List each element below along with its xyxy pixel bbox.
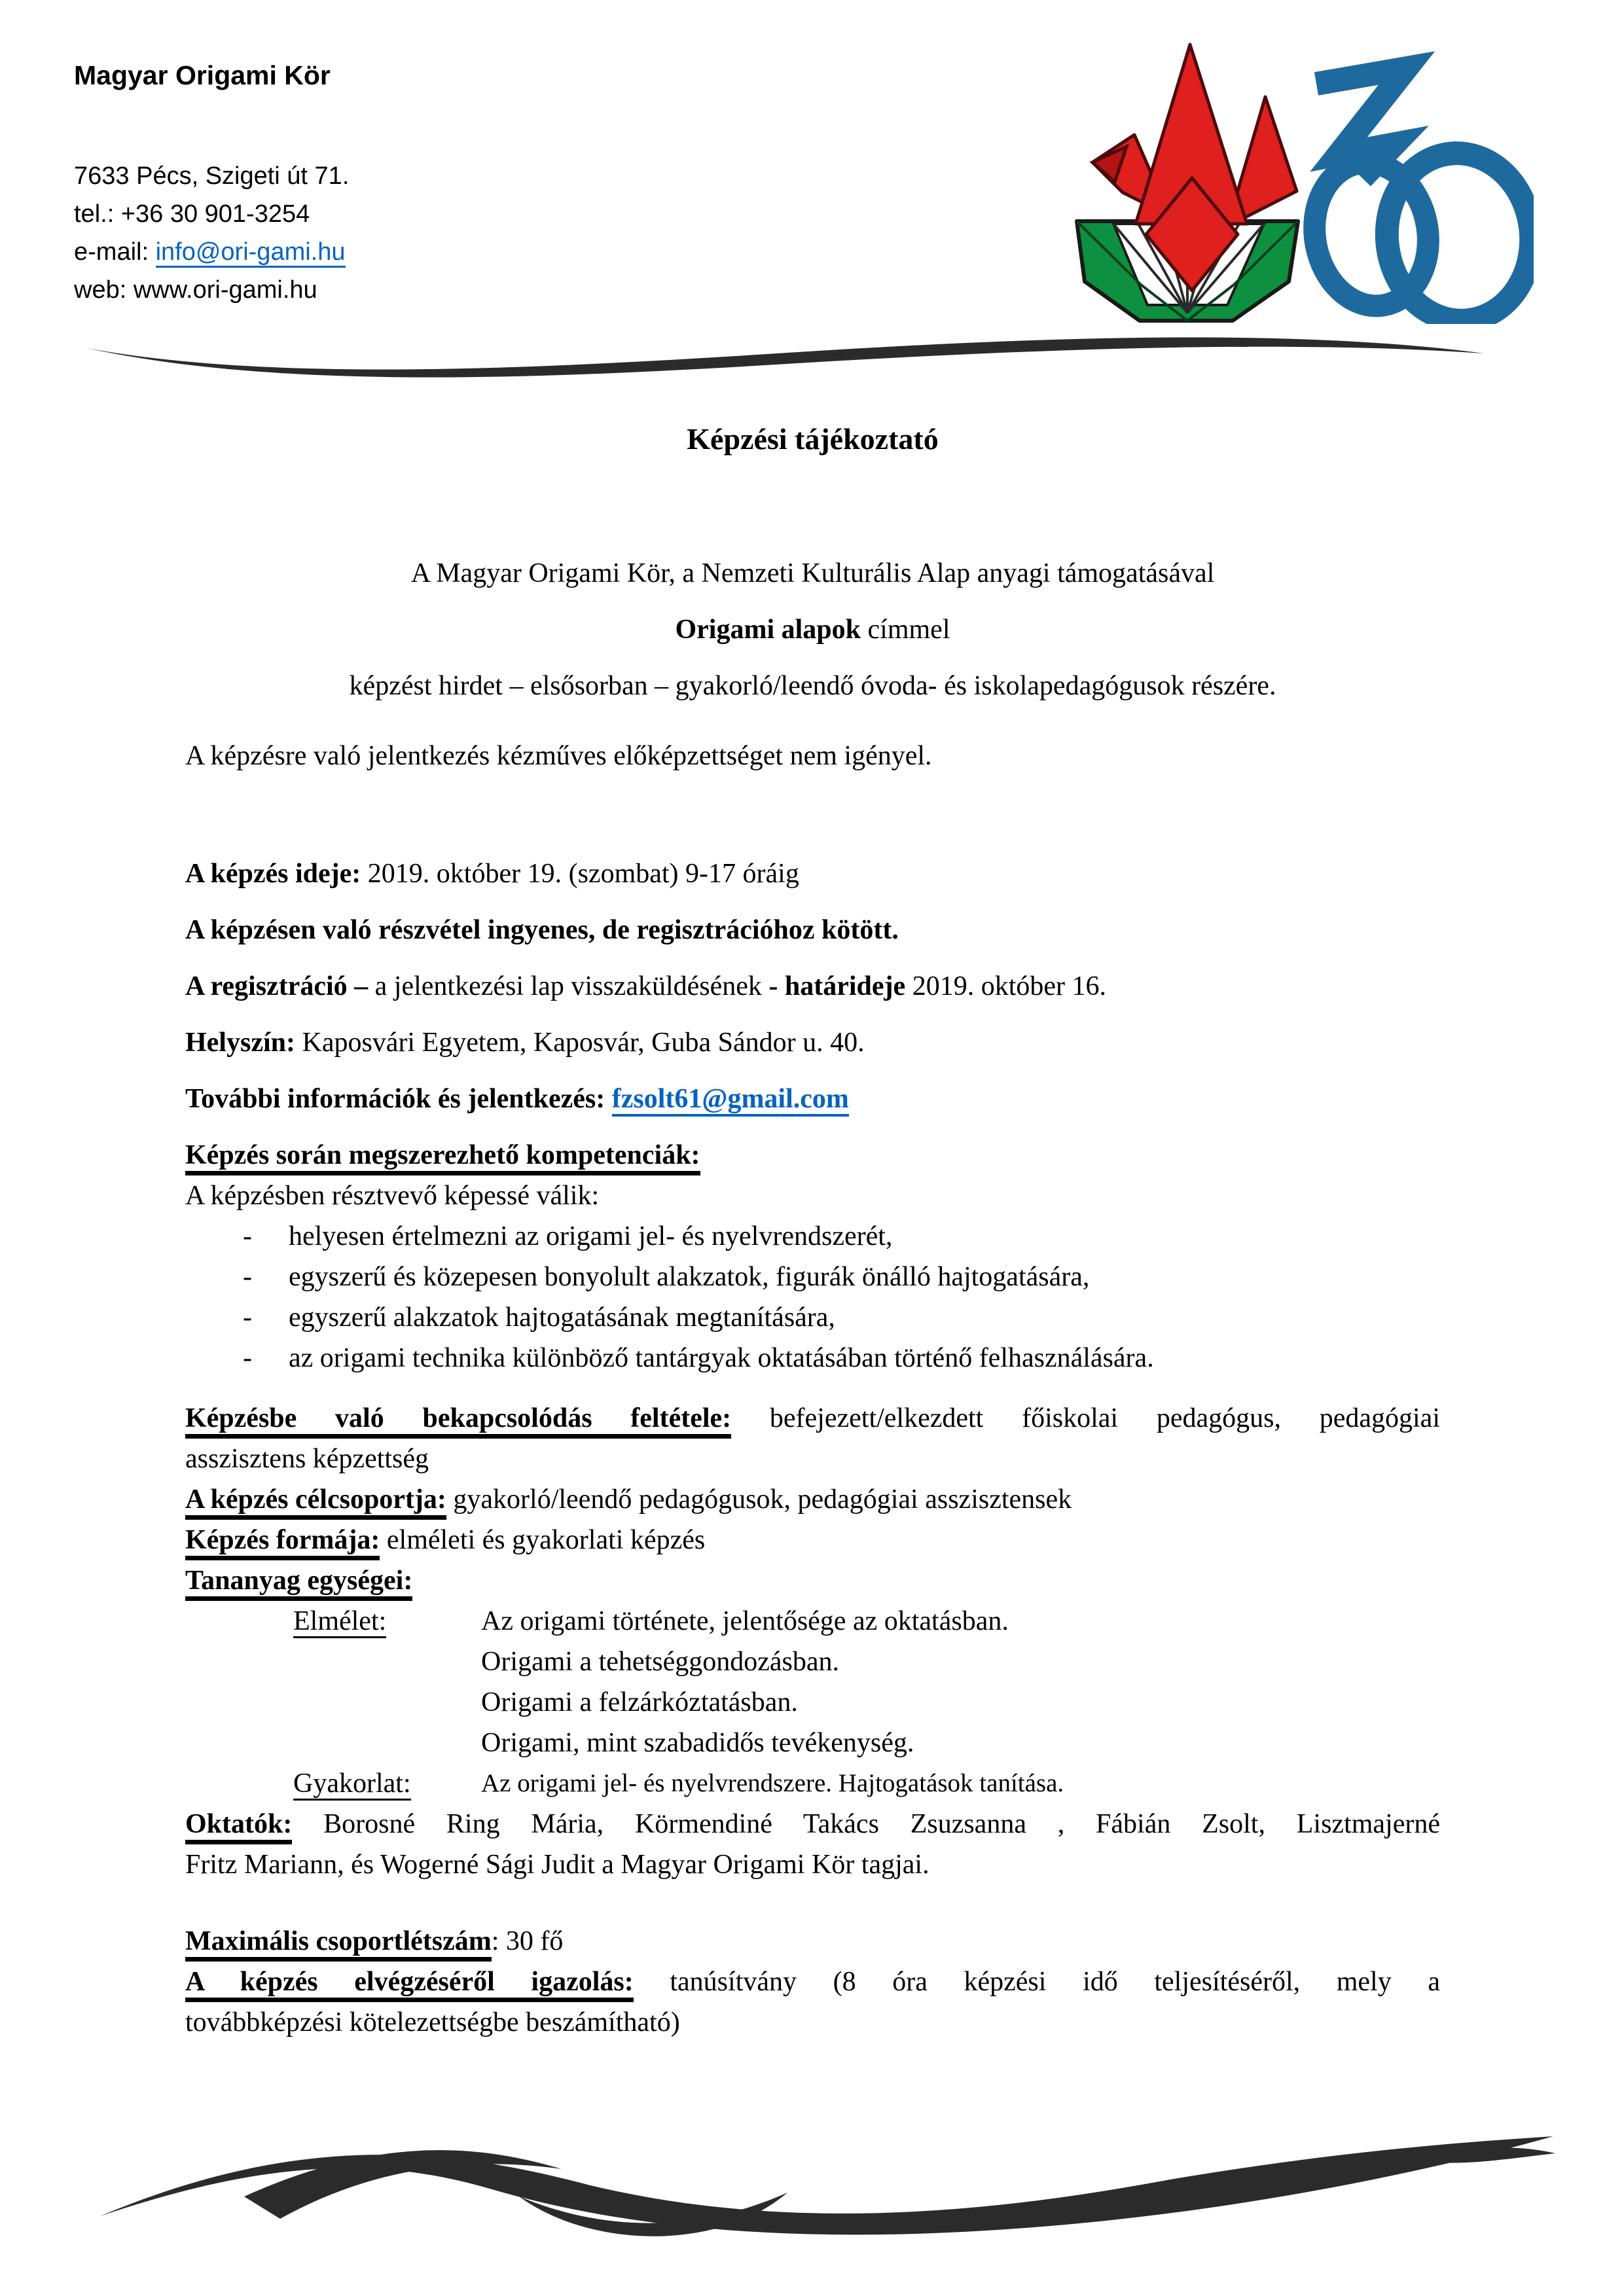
training-form-line: Képzés formája: elméleti és gyakorlati képzés xyxy=(185,1520,1440,1560)
curriculum-row: Elmélet: Az origami története, jelentősége az oktatásban. xyxy=(185,1601,1440,1641)
list-item: - helyesen értelmezni az origami jel- és nyelvrendszerét, xyxy=(185,1216,1440,1257)
curriculum-row-label: Gyakorlat: xyxy=(293,1763,481,1804)
org-address: 7633 Pécs, Szigeti út 71. xyxy=(74,162,350,190)
max-group-size-label: Maximális csoportlétszám xyxy=(185,1926,492,1962)
page-title: Képzési tájékoztató xyxy=(687,422,939,456)
org-email-link[interactable]: info@ori-gami.hu xyxy=(156,238,346,268)
registration-text-2: 2019. október 16. xyxy=(905,971,1106,1001)
registration-text-1: a jelentkezési lap visszaküldésének xyxy=(368,971,769,1001)
registration-label: A regisztráció – xyxy=(185,971,369,1001)
entry-condition-line-1: Képzésbe való bekapcsolódás feltétele: befejezett/elkezdett főiskolai pedagógus, pedagógiai xyxy=(185,1398,1440,1439)
org-web-line xyxy=(74,271,349,309)
target-group-line: A képzés célcsoportja: gyakorló/leendő pedagógusok, pedagógiai asszisztensek xyxy=(185,1479,1440,1520)
entry-condition-line-2: asszisztens képzettség xyxy=(185,1444,429,1474)
curriculum-row-label xyxy=(293,1682,481,1723)
curriculum-row-label xyxy=(293,1723,481,1763)
curriculum-row: Origami, mint szabadidős tevékenység. xyxy=(185,1723,1440,1763)
venue-line xyxy=(185,1022,1440,1063)
intro-line-1: A Magyar Origami Kör, a Nemzeti Kulturális Alap anyagi támogatásával xyxy=(410,558,1215,588)
curriculum-heading-line xyxy=(185,1560,1440,1601)
bullet-dash: - xyxy=(243,1343,252,1373)
list-item: - az origami technika különböző tantárgyak oktatásában történő felhasználására. xyxy=(185,1338,1440,1378)
competencies-heading: Képzés során megszerezhető kompetenciák: xyxy=(185,1135,1440,1175)
anniversary-30-icon xyxy=(1303,68,1534,324)
course-name: Origami alapok xyxy=(675,615,861,645)
bullet-dash: - xyxy=(243,1262,252,1292)
contact-label: További információk és jelentkezés: xyxy=(185,1084,612,1114)
org-email-line xyxy=(74,233,349,271)
bottom-swoosh-decoration xyxy=(90,2119,1557,2237)
certificate-label: A képzés elvégzéséről igazolás: xyxy=(185,1967,634,2002)
target-group-label: A képzés célcsoportja: xyxy=(185,1484,446,1520)
participation-line xyxy=(185,910,1440,950)
training-date-value: 2019. október 19. (szombat) 9-17 óráig xyxy=(361,859,799,889)
origami-crane-30-logo xyxy=(1036,26,1534,324)
bullet-dash: - xyxy=(243,1221,252,1251)
training-date-label: A képzés ideje: xyxy=(185,859,361,889)
curriculum-row: Origami a tehetséggondozásban. xyxy=(185,1641,1440,1682)
contact-email-link[interactable]: fzsolt61@gmail.com xyxy=(612,1084,849,1117)
list-item: - egyszerű alakzatok hajtogatásának megtanítására, xyxy=(185,1297,1440,1338)
curriculum-heading: Tananyag egységei: xyxy=(185,1566,412,1601)
competencies-lead: A képzésben résztvevő képessé válik: xyxy=(185,1181,600,1211)
curriculum-row-label: Elmélet: xyxy=(293,1601,481,1641)
org-web-url: www.ori-gami.hu xyxy=(133,276,317,304)
instructors-line-1: Oktatók: Borosné Ring Mária, Körmendiné Takács Zsuzsanna , Fábián Zsolt, Lisztmajerné xyxy=(185,1804,1440,1844)
prerequisite-note: A képzésre való jelentkezés kézműves előképzettséget nem igényel. xyxy=(185,741,932,771)
entry-condition-label: Képzésbe való bekapcsolódás feltétele: xyxy=(185,1403,731,1439)
email-label: e-mail: xyxy=(74,238,156,266)
instructors-line-2: Fritz Mariann, és Wogerné Sági Judit a Magyar Origami Kör tagjai. xyxy=(185,1850,929,1880)
conditions-section xyxy=(185,1398,1440,1601)
certificate-line-1: A képzés elvégzéséről igazolás: tanúsítvány (8 óra képzési idő teljesítéséről, mely a xyxy=(185,1962,1440,2002)
intro-line-3: képzést hirdet – elsősorban – gyakorló/leendő óvoda- és iskolapedagógusok részére. xyxy=(349,671,1276,701)
training-form-label: Képzés formája: xyxy=(185,1525,380,1560)
org-phone: tel.: +36 30 901-3254 xyxy=(74,200,310,228)
registration-line xyxy=(185,966,1440,1007)
curriculum-table xyxy=(185,1601,1440,1804)
training-details xyxy=(185,853,1440,1119)
competencies-section xyxy=(185,1135,1440,1378)
venue-label: Helyszín: xyxy=(185,1028,295,1058)
instructors-label: Oktatók: xyxy=(185,1809,292,1844)
document-body xyxy=(185,419,1440,2043)
curriculum-row-label xyxy=(293,1641,481,1682)
letterhead xyxy=(74,56,349,309)
training-date-line xyxy=(185,853,1440,894)
deadline-label: - határideje xyxy=(768,971,906,1001)
curriculum-row: Origami a felzárkóztatásban. xyxy=(185,1682,1440,1723)
contact-line xyxy=(185,1079,1440,1119)
course-name-suffix: címmel xyxy=(861,615,950,645)
top-swoosh-divider xyxy=(77,322,1491,387)
org-name: Magyar Origami Kör xyxy=(74,60,331,90)
certificate-line-2: továbbképzési kötelezettségbe beszámítható) xyxy=(185,2007,680,2037)
web-label: web: xyxy=(74,276,134,304)
intro-line-2 xyxy=(185,609,1440,650)
list-item: - egyszerű és közepesen bonyolult alakzatok, figurák önálló hajtogatására, xyxy=(185,1257,1440,1297)
competencies-list xyxy=(185,1216,1440,1378)
participation-text: A képzésen való részvétel ingyenes, de regisztrációhoz kötött. xyxy=(185,915,899,945)
staff-section xyxy=(185,1804,1440,2043)
curriculum-row: Gyakorlat: Az origami jel- és nyelvrendszere. Hajtogatások tanítása. xyxy=(185,1763,1440,1804)
max-group-size-line: Maximális csoportlétszám: 30 fő xyxy=(185,1921,1440,1962)
venue-value: Kaposvári Egyetem, Kaposvár, Guba Sándor u. 40. xyxy=(295,1028,865,1058)
bullet-dash: - xyxy=(243,1302,252,1333)
